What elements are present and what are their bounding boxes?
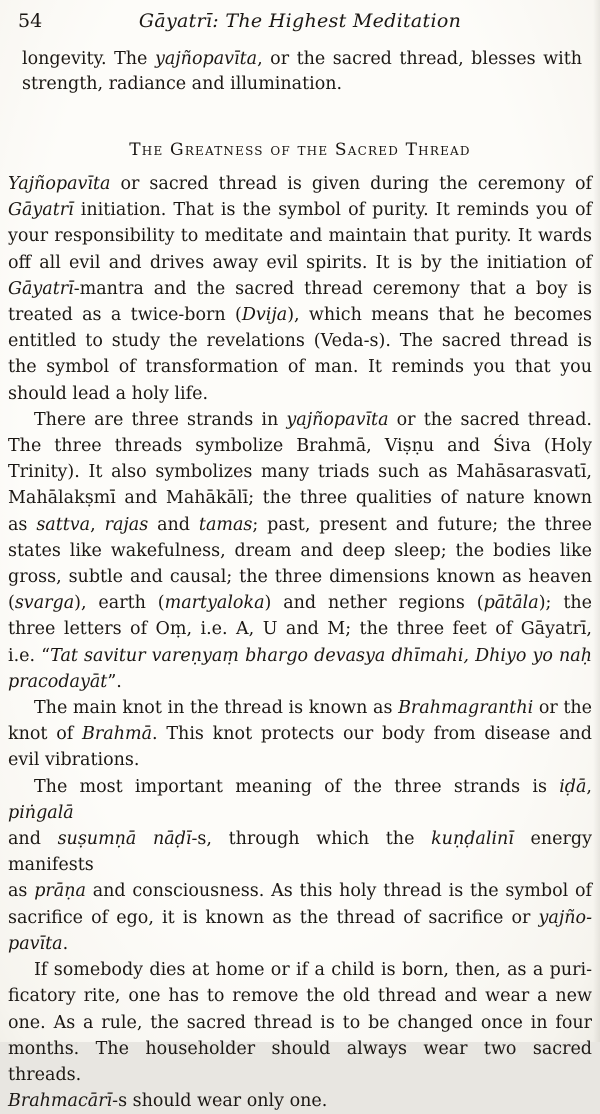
text-line: Trinity). It also symbolizes many triads such as Mahāsarasvatī,: [8, 462, 592, 483]
paragraph: [22, 47, 582, 97]
text-line: three letters of Oṃ, i.e. A, U and M; the three feet of Gāyatrī,: [8, 619, 592, 640]
text-line: The three threads symbolize Brahmā, Viṣṇu and Śiva (Holy: [8, 436, 592, 457]
text-line: evil vibrations.: [8, 750, 140, 771]
text-line: sacrifice of ego, it is known as the thread of sacrifice or yajño-: [8, 907, 592, 928]
text-line: (svarga), earth (martyaloka) and nether regions (pātāla); the: [8, 593, 592, 614]
text-line: treated as a twice-born (Dvija), which means that he becomes: [8, 305, 593, 326]
text-line: i.e. “Tat savitur vareṇyaṃ bhargo devasya dhīmahi, Dhiyo yo naḥ: [8, 645, 592, 666]
running-title: Gāyatrī: The Highest Meditation: [138, 10, 462, 32]
text-line: pracodayāt”.: [8, 671, 122, 692]
scan-edge-shadow: [593, 0, 600, 1042]
paragraph: [8, 171, 592, 407]
text-line: Gāyatrī-mantra and the sacred thread ceremony that a boy is: [8, 278, 592, 299]
text-line: the symbol of transformation of man. It reminds you that you: [8, 357, 592, 378]
text-line: The main knot in the thread is known as Brahmagranthi or the: [34, 698, 593, 719]
text-line: off all evil and drives away evil spirits. It is by the initiation of: [8, 252, 592, 273]
page-number: 54: [18, 10, 43, 32]
text-line: ficatory rite, one has to remove the old thread and wear a new: [8, 986, 592, 1007]
text-line: gross, subtle and causal; the three dimensions known as heaven: [8, 567, 592, 588]
text-line: The most important meaning of the three strands is iḍā, piṅgalā: [8, 776, 592, 823]
text-line: states like wakefulness, dream and deep sleep; the bodies like: [8, 540, 592, 561]
paragraph: [8, 407, 592, 695]
text-line: months. The householder should always wear two sacred threads.: [8, 1038, 592, 1085]
text-line: Brahmacārī-s should wear only one.: [8, 1091, 328, 1112]
section-heading: The Greatness of the Sacred Thread: [129, 140, 471, 160]
text-line: Gāyatrī initiation. That is the symbol of purity. It reminds you of: [8, 200, 592, 221]
paragraph: [8, 695, 592, 774]
paragraph: [8, 957, 592, 1114]
text-line: as prāṇa and consciousness. As this holy thread is the symbol of: [8, 881, 592, 902]
text-line: your responsibility to meditate and maintain that purity. It wards: [8, 226, 592, 247]
text-line: If somebody dies at home or if a child is born, then, as a puri-: [34, 960, 592, 981]
text-line: There are three strands in yajñopavīta or the sacred thread.: [34, 409, 592, 430]
paragraph: [8, 774, 592, 957]
page-header: [8, 10, 592, 36]
text-line: and suṣumṇā nāḍī-s, through which the kuṇḍalinī energy manifests: [8, 829, 592, 876]
text-line: longevity. The yajñopavīta, or the sacred thread, blesses with: [22, 49, 582, 69]
text-line: knot of Brahmā. This knot protects our body from disease and: [8, 724, 592, 745]
text-line: Yajñopavīta or sacred thread is given during the ceremony of: [8, 174, 592, 194]
text-line: one. As a rule, the sacred thread is to be changed once in four: [8, 1012, 592, 1033]
intro-paragraph: [22, 47, 582, 97]
text-line: pavīta.: [8, 933, 69, 954]
text-line: should lead a holy life.: [8, 383, 209, 404]
text-line: Mahālakṣmī and Mahākālī; the three qualities of nature known: [8, 488, 592, 509]
text-line: as sattva, rajas and tamas; past, present and future; the three: [8, 514, 592, 535]
text-line: strength, radiance and illumination.: [22, 74, 343, 94]
body-text: [8, 171, 592, 1114]
text-line: entitled to study the revelations (Veda-s). The sacred thread is: [8, 331, 592, 352]
